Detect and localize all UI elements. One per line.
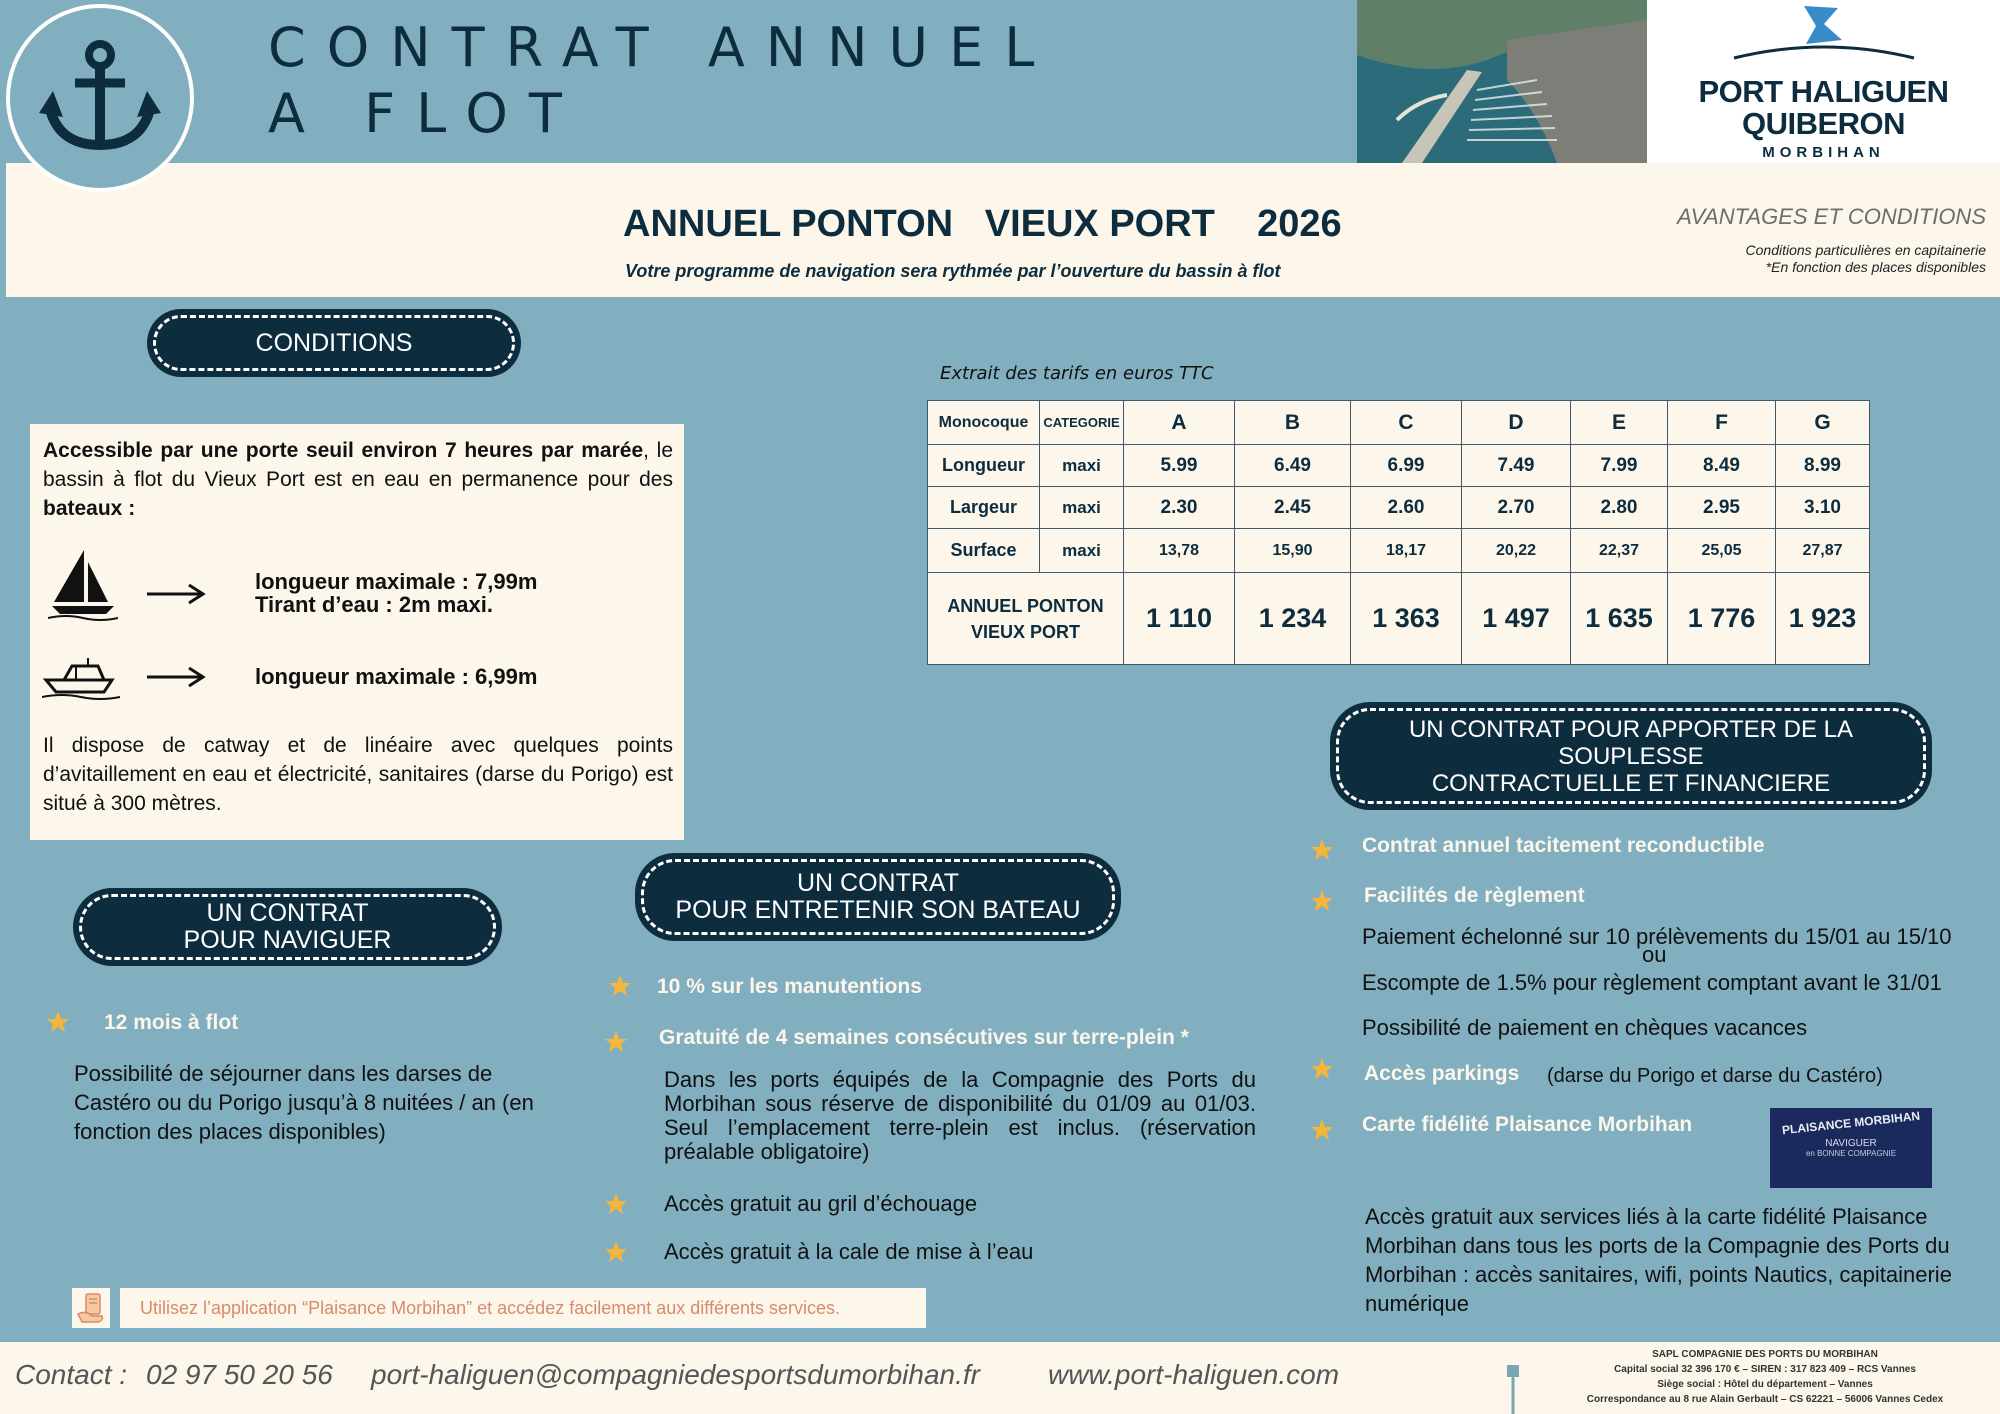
header-categorie: CATEGORIE [1040, 401, 1124, 445]
table-cell: 18,17 [1351, 529, 1462, 573]
advantages-note-2: *En fonction des places disponibles [1765, 259, 1986, 275]
conditions-intro: Accessible par une porte seuil environ 7 heures par marée, le bassin à flot du Vieux Port est en eau en permanence pour des bateaux : [43, 439, 673, 520]
payment-option-3: Possibilité de paiement en chèques vacances [1362, 1015, 1808, 1040]
company-legal-info: SAPL COMPAGNIE DES PORTS DU MORBIHAN Capital social 32 396 170 € – SIREN : 317 823 409 – RCS Vannes Siège social : Hôtel du département – Vannes Correspondance au 8 rue Alain Gerbault – CS 62221 – 56006 Vannes Cedex [1586, 1349, 1944, 1405]
table-cell: 8.99 [1776, 445, 1870, 487]
table-cell: 8.49 [1668, 445, 1776, 487]
table-cell: 2.80 [1571, 487, 1668, 529]
row-unit: maxi [1040, 487, 1124, 529]
category-f: F [1668, 401, 1776, 445]
loyalty-card-image: PLAISANCE MORBIHAN NAVIGUER en BONNE COMPAGNIE [1770, 1108, 1932, 1188]
flexibility-bullet-3: Accès parkings [1364, 1062, 1520, 1085]
star-icon [1310, 838, 1334, 862]
payment-option-1: Paiement échelonné sur 10 prélèvements du 15/01 au 15/10 [1362, 924, 1952, 949]
star-icon [1310, 1057, 1334, 1081]
table-cell: 3.10 [1776, 487, 1870, 529]
table-cell: 2.60 [1351, 487, 1462, 529]
star-icon [604, 1030, 628, 1054]
app-notice-icon-box [72, 1288, 110, 1328]
maintain-heading: UN CONTRAT POUR ENTRETENIR SON BATEAU [635, 853, 1121, 941]
price-cell: 1 635 [1571, 573, 1668, 665]
price-row [928, 573, 1870, 665]
category-b: B [1235, 401, 1351, 445]
email-link[interactable]: port-haliguen@compagniedesportsdumorbihan.fr [371, 1359, 980, 1390]
conditions-details: Il dispose de catway et de linéaire avec quelques points d’avitaillement en eau et électricité, sanitaires (darse du Porigo) est situé à 300 mètres. [43, 734, 673, 815]
navigate-text-1: Possibilité de séjourner dans les darses de Castéro ou du Porigo jusqu’à 8 nuitées / an (en fonction des places disponibles) [74, 1061, 534, 1144]
harbour-aerial-photo [1357, 0, 1647, 163]
contact-label: Contact : [15, 1359, 128, 1390]
price-row-label: ANNUEL PONTON VIEUX PORT [928, 573, 1124, 665]
star-icon [604, 1192, 628, 1216]
loyalty-card-description: Accès gratuit aux services liés à la carte fidélité Plaisance Morbihan dans tous les ports de la Compagnie des Ports du Morbihan : accès sanitaires, wifi, points Nautics, capitainerie numérique [1365, 1204, 1952, 1316]
maintain-text-2: Dans les ports équipés de la Compagnie des Ports du Morbihan sous réserve de disponibilité du 01/09 au 01/03. Seul l’emplacement terre-plein est inclus. (réservation préalable obligatoire) [664, 1067, 1256, 1164]
footer [0, 1342, 2000, 1414]
header-monocoque: Monocoque [928, 401, 1040, 445]
logo-line-1: PORT HALIGUEN [1698, 74, 1949, 109]
contract-title-line2: A FLOT [268, 82, 583, 145]
offer-subtitle: Votre programme de navigation sera rythmée par l’ouverture du bassin à flot [625, 261, 1281, 281]
category-a: A [1124, 401, 1235, 445]
flexibility-bullet-2: Facilités de règlement [1364, 884, 1585, 907]
table-header-row [928, 401, 1870, 445]
logo-line-2: QUIBERON [1741, 106, 1906, 141]
maintain-bullet-4: Accès gratuit à la cale de mise à l’eau [664, 1239, 1034, 1264]
pin-icon [1506, 1364, 1520, 1414]
row-label: Longueur [928, 445, 1040, 487]
star-icon [1310, 889, 1334, 913]
price-cell: 1 923 [1776, 573, 1870, 665]
parking-details: (darse du Porigo et darse du Castéro) [1547, 1065, 1883, 1087]
sailboat-max-length: longueur maximale : 7,99m [255, 569, 538, 594]
row-unit: maxi [1040, 529, 1124, 573]
phone-number[interactable]: 02 97 50 20 56 [146, 1359, 333, 1390]
anchor-icon [35, 33, 165, 163]
table-cell: 6.99 [1351, 445, 1462, 487]
logo-subtitle: MORBIHAN [1762, 144, 1885, 161]
table-cell: 2.30 [1124, 487, 1235, 529]
price-cell: 1 776 [1668, 573, 1776, 665]
navigate-bullet-1: 12 mois à flot [104, 1011, 239, 1034]
table-cell: 20,22 [1462, 529, 1571, 573]
table-row [928, 529, 1870, 573]
app-notice: Utilisez l’application “Plaisance Morbihan” et accédez facilement aux différents services. [120, 1288, 926, 1328]
phone-hand-icon [76, 1292, 106, 1324]
table-cell: 22,37 [1571, 529, 1668, 573]
table-cell: 27,87 [1776, 529, 1870, 573]
maintain-bullet-1: 10 % sur les manutentions [657, 975, 922, 998]
port-logo [1647, 0, 2000, 163]
star-icon [46, 1010, 70, 1034]
table-row [928, 487, 1870, 529]
row-label: Surface [928, 529, 1040, 573]
star-icon [604, 1240, 628, 1264]
advantages-note-1: Conditions particulières en capitainerie [1745, 242, 1986, 258]
sailboat-draft: Tirant d’eau : 2m maxi. [255, 592, 494, 617]
price-cell: 1 363 [1351, 573, 1462, 665]
maintain-bullet-2: Gratuité de 4 semaines consécutives sur terre-plein * [659, 1026, 1189, 1049]
title-banner [6, 163, 2000, 297]
sailboat-icon [48, 548, 118, 622]
arrow-icon [145, 583, 207, 605]
arrow-icon [145, 666, 207, 688]
payment-or: ou [1642, 942, 1667, 967]
row-unit: maxi [1040, 445, 1124, 487]
table-cell: 5.99 [1124, 445, 1235, 487]
category-d: D [1462, 401, 1571, 445]
table-cell: 2.70 [1462, 487, 1571, 529]
star-icon [1310, 1118, 1334, 1142]
category-e: E [1571, 401, 1668, 445]
flag-icon [1724, 0, 1924, 62]
motorboat-icon [42, 650, 120, 700]
price-cell: 1 497 [1462, 573, 1571, 665]
table-cell: 7.49 [1462, 445, 1571, 487]
tariff-caption: Extrait des tarifs en euros TTC [940, 363, 1214, 384]
flexibility-bullet-1: Contrat annuel tacitement reconductible [1362, 834, 1765, 857]
row-label: Largeur [928, 487, 1040, 529]
table-cell: 13,78 [1124, 529, 1235, 573]
motorboat-max-length: longueur maximale : 6,99m [255, 664, 538, 689]
offer-title: ANNUEL PONTON VIEUX PORT 2026 [623, 203, 1342, 245]
star-icon [608, 974, 632, 998]
table-cell: 25,05 [1668, 529, 1776, 573]
table-cell: 2.45 [1235, 487, 1351, 529]
website-link[interactable]: www.port-haliguen.com [1048, 1359, 1340, 1390]
table-cell: 2.95 [1668, 487, 1776, 529]
table-cell: 7.99 [1571, 445, 1668, 487]
tariff-table [927, 400, 1870, 665]
category-c: C [1351, 401, 1462, 445]
conditions-heading: CONDITIONS [147, 309, 521, 377]
maintain-bullet-3: Accès gratuit au gril d’échouage [664, 1191, 978, 1216]
category-g: G [1776, 401, 1870, 445]
anchor-badge [6, 4, 194, 192]
flexibility-heading: UN CONTRAT POUR APPORTER DE LA SOUPLESSE CONTRACTUELLE ET FINANCIERE [1330, 702, 1932, 810]
flexibility-bullet-4: Carte fidélité Plaisance Morbihan [1362, 1113, 1693, 1136]
table-cell: 6.49 [1235, 445, 1351, 487]
table-cell: 15,90 [1235, 529, 1351, 573]
conditions-panel [30, 424, 684, 840]
table-row [928, 445, 1870, 487]
price-cell: 1 234 [1235, 573, 1351, 665]
payment-option-2: Escompte de 1.5% pour règlement comptant avant le 31/01 [1362, 970, 1942, 995]
price-cell: 1 110 [1124, 573, 1235, 665]
contract-title-line1: CONTRAT ANNUEL [268, 16, 1056, 79]
advantages-title: AVANTAGES ET CONDITIONS [1677, 204, 1986, 229]
navigate-heading: UN CONTRAT POUR NAVIGUER [73, 888, 502, 966]
